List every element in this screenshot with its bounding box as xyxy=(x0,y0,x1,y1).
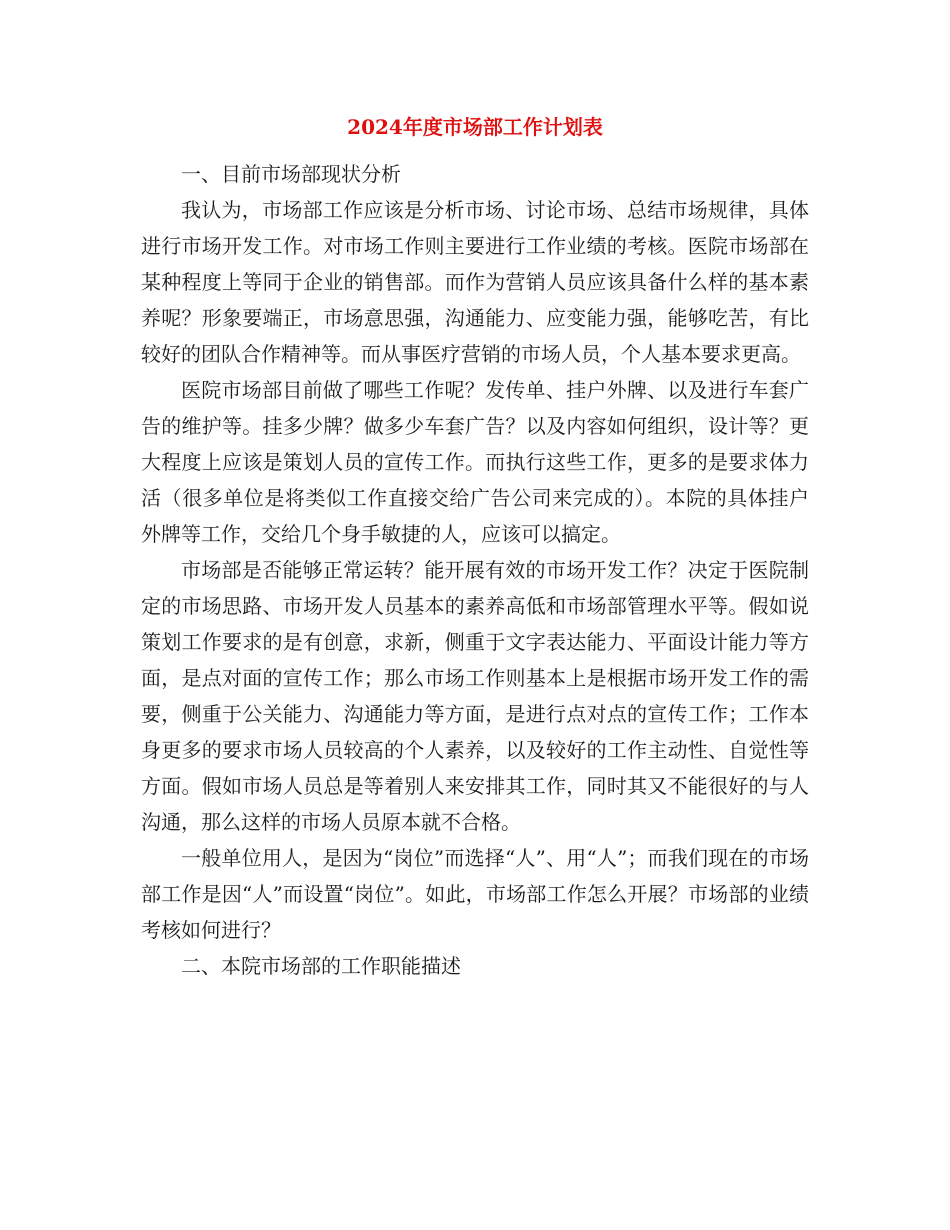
paragraph-3: 市场部是否能够正常运转？能开展有效的市场开发工作？决定于医院制定的市场思路、市场开发人员基本的素养高低和市场部管理水平等。假如说策划工作要求的是有创意，求新，侧重于文字表达能力、平面设计能力等方面，是点对面的宣传工作；那么市场工作则基本上是根据市场开发工作的需要，侧重于公关能力、沟通能力等方面，是进行点对点的宣传工作；工作本身更多的要求市场人员较高的个人素养，以及较好的工作主动性、自觉性等方面。假如市场人员总是等着别人来安排其工作，同时其又不能很好的与人沟通，那么这样的市场人员原本就不合格。 xyxy=(141,558,809,834)
document-title: 2024年度市场部工作计划表 xyxy=(347,115,603,139)
section-heading-2: 二、本院市场部的工作职能描述 xyxy=(181,954,461,978)
paragraph-2: 医院市场部目前做了哪些工作呢？发传单、挂户外牌、以及进行车套广告的维护等。挂多少牌？做多少车套广告？以及内容如何组织，设计等？更大程度上应该是策划人员的宣传工作。而执行这些工作，更多的是要求体力活（很多单位是将类似工作直接交给广告公司来完成的）。本院的具体挂户外牌等工作，交给几个身手敏捷的人，应该可以搞定。 xyxy=(141,378,809,546)
paragraph-4: 一般单位用人，是因为“岗位”而选择“人”、用“人”；而我们现在的市场部工作是因“人”而设置“岗位”。如此，市场部工作怎么开展？市场部的业绩考核如何进行？ xyxy=(141,846,809,942)
document-body xyxy=(141,156,809,984)
paragraph-1: 我认为，市场部工作应该是分析市场、讨论市场、总结市场规律，具体进行市场开发工作。对市场工作则主要进行工作业绩的考核。医院市场部在某种程度上等同于企业的销售部。而作为营销人员应该具备什么样的基本素养呢？形象要端正，市场意思强，沟通能力、应变能力强，能够吃苦，有比较好的团队合作精神等。而从事医疗营销的市场人员，个人基本要求更高。 xyxy=(141,198,809,366)
section-heading-1: 一、目前市场部现状分析 xyxy=(181,162,401,186)
